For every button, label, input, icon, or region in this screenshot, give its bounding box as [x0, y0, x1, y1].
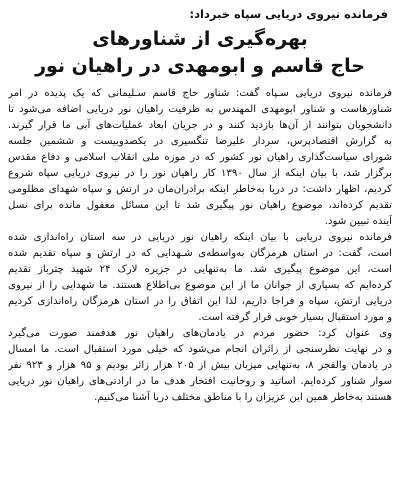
text-line: است، گفت: در استان هرمزگان به‌واسطه‌ی شـهدایی که در ارتش و سپاه تقدیم شده	[8, 248, 392, 259]
article-paragraph	[8, 230, 392, 326]
text-line: سوار شناور کرده‌ایم. اساتید و روحانیت افتخار هدف ما در ارادتی‌های راهیان نور دریایی	[8, 376, 392, 387]
text-line: شورای سیاست‌گذاری راهیان نور کشور که در موزه ملی انقلاب اسلامی و دفاع مقدس	[8, 152, 392, 163]
text-line: برگزار شد، با بیان اینکه از سال ۱۳۹۰ کار راهیان نور را در نیروی دریایی سپاه شروع	[8, 168, 392, 179]
text-line: آینده تبیین شود.	[324, 216, 392, 227]
text-line: کرده‌ایم که بسیاری از جوانان ما از این موضوع بی‌اطلاع هستند. ما شهدایی را از نیروی	[8, 280, 392, 291]
article-kicker: فرمانده نیروی دریایی سپاه خبرداد:	[189, 7, 388, 21]
article-paragraph	[8, 326, 392, 406]
text-line: تقدیم کرده‌اند، موضوع راهیان نور پیگیری شد تا این مسائل مغفول مانده برای نسل	[8, 200, 392, 211]
article-body	[8, 86, 392, 406]
text-line: و در نهایت نظرسنجی از زائران انجام می‌شود که خیلی مورد استقبال است. ما امسال	[8, 344, 392, 355]
text-line: فرمانده نیروی دریایی با بیان اینکه راهیان نور دریایی در سه استان راه‌اندازی شده	[8, 232, 392, 243]
text-line: دریایی ارتش، سپاه و فراجا داریم، لذا این اتفاق را در استان هرمزگان راه‌اندازی کردیم	[8, 296, 392, 307]
text-line: هستند به‌خاطر همین این عزیزان را با مناطق مختلف دریا آشنا می‌کنیم.	[94, 392, 392, 403]
text-line: در یادمان والفجر ۸، به‌تنهایی میزبان بیش از ۲۰۵ هزار زائر بودیم و ۹۵ هزار و ۹۲۳ نفر	[8, 360, 392, 371]
article-headline	[8, 26, 392, 80]
article-paragraph	[8, 86, 392, 230]
text-line: فرمانده نیروی دریایی سـپاه گفت: شناور حاج قاسم سـلیمانی که یک پدیده در امر	[8, 88, 392, 99]
text-line: و مورد استقبال بسیار خوبی قرار گرفته است.	[198, 312, 392, 323]
text-line: کردیم، اظهار داشت: در دریا به‌خاطر اینکه برادران‌مان در ارتش و سپاه شهدای مظلومی	[8, 184, 392, 195]
text-line: است، این موضوع پیگیری شد. ما به‌تنهایی در جزیره لارک ۲۴ شهید چترباز تقدیم	[8, 264, 392, 275]
headline-line: بهره‌گیری از شناورهای	[92, 28, 308, 50]
headline-line: حاج قاسم و ابومهدی در راهیان نور	[35, 55, 365, 77]
text-line: شناورهاست و شناور ابومهدی المهندس به ظرفیت راهیان نور دریایی اضافه می‌شود تا	[8, 104, 392, 115]
text-line: وی عنوان کرد: حضور مردم در یادمان‌های راهیان نور هدفمند صورت می‌گیرد	[8, 328, 392, 339]
text-line: دانشجویان بتوانند از آن‌ها بازدید کنند و در جریان ابعاد عملیات‌های آبی ما قرار گیرند.	[8, 120, 392, 131]
text-line: به گزارش اقتصادپرس، سردار علیرضا تنگسیری در یکصدوبیست و ششمین جلسه	[8, 136, 392, 147]
